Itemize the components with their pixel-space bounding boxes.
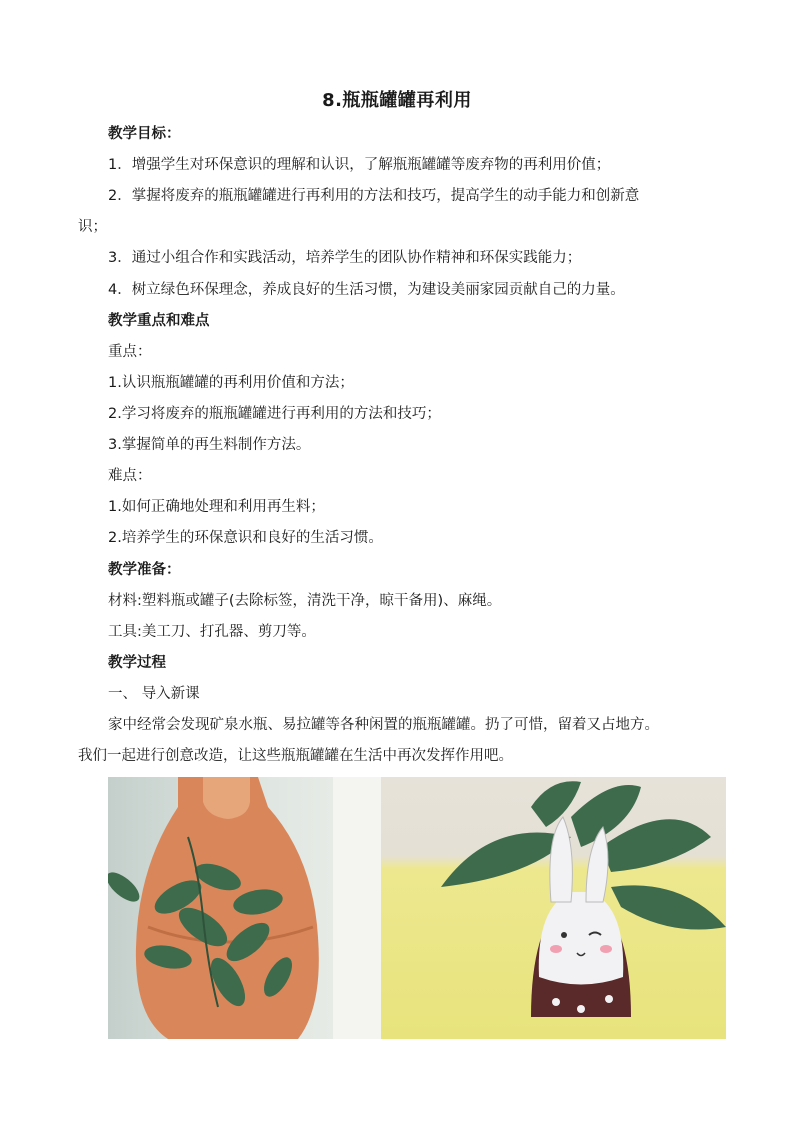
key-label: 重点： (108, 344, 152, 360)
vase-planter-photo (108, 777, 333, 1039)
intro-paragraph-continued: 我们一起进行创意改造，让这些瓶瓶罐罐在生活中再次发挥作用吧。 (78, 748, 513, 764)
goals-heading: 教学目标： (108, 126, 181, 142)
tools-text: 工具:美工刀、打孔器、剪刀等。 (108, 624, 316, 640)
photo-gap (333, 777, 381, 1039)
goal-item: 2．掌握将废弃的瓶瓶罐罐进行再利用的方法和技巧，提高学生的动手能力和创新意 (108, 188, 640, 204)
goal-item-continued: 识； (78, 219, 107, 235)
intro-heading: 一、 导入新课 (108, 686, 200, 702)
materials-text: 材料:塑料瓶或罐子(去除标签，清洗干净，晾干备用)、麻绳。 (108, 593, 502, 609)
process-heading: 教学过程 (108, 655, 166, 671)
difficult-label: 难点： (108, 468, 152, 484)
key-point: 2.学习将废弃的瓶瓶罐罐进行再利用的方法和技巧； (108, 406, 441, 422)
difficult-point: 2.培养学生的环保意识和良好的生活习惯。 (108, 530, 383, 546)
goal-item: 1．增强学生对环保意识的理解和认识，了解瓶瓶罐罐等废弃物的再利用价值； (108, 157, 611, 173)
key-point: 1.认识瓶瓶罐罐的再利用价值和方法； (108, 375, 354, 391)
difficult-point: 1.如何正确地处理和利用再生料； (108, 499, 325, 515)
page-title: 8.瓶瓶罐罐再利用 (322, 90, 472, 111)
key-difficult-heading: 教学重点和难点 (108, 313, 210, 329)
bunny-planter-photo (381, 777, 726, 1039)
goal-item: 4．树立绿色环保理念，养成良好的生活习惯，为建设美丽家园贡献自己的力量。 (108, 282, 625, 298)
prep-heading: 教学准备： (108, 562, 181, 578)
example-photos (108, 777, 726, 1039)
key-point: 3.掌握简单的再生料制作方法。 (108, 437, 311, 453)
goal-item: 3．通过小组合作和实践活动，培养学生的团队协作精神和环保实践能力； (108, 250, 582, 266)
intro-paragraph: 家中经常会发现矿泉水瓶、易拉罐等各种闲置的瓶瓶罐罐。扔了可惜，留着又占地方。 (108, 717, 659, 733)
